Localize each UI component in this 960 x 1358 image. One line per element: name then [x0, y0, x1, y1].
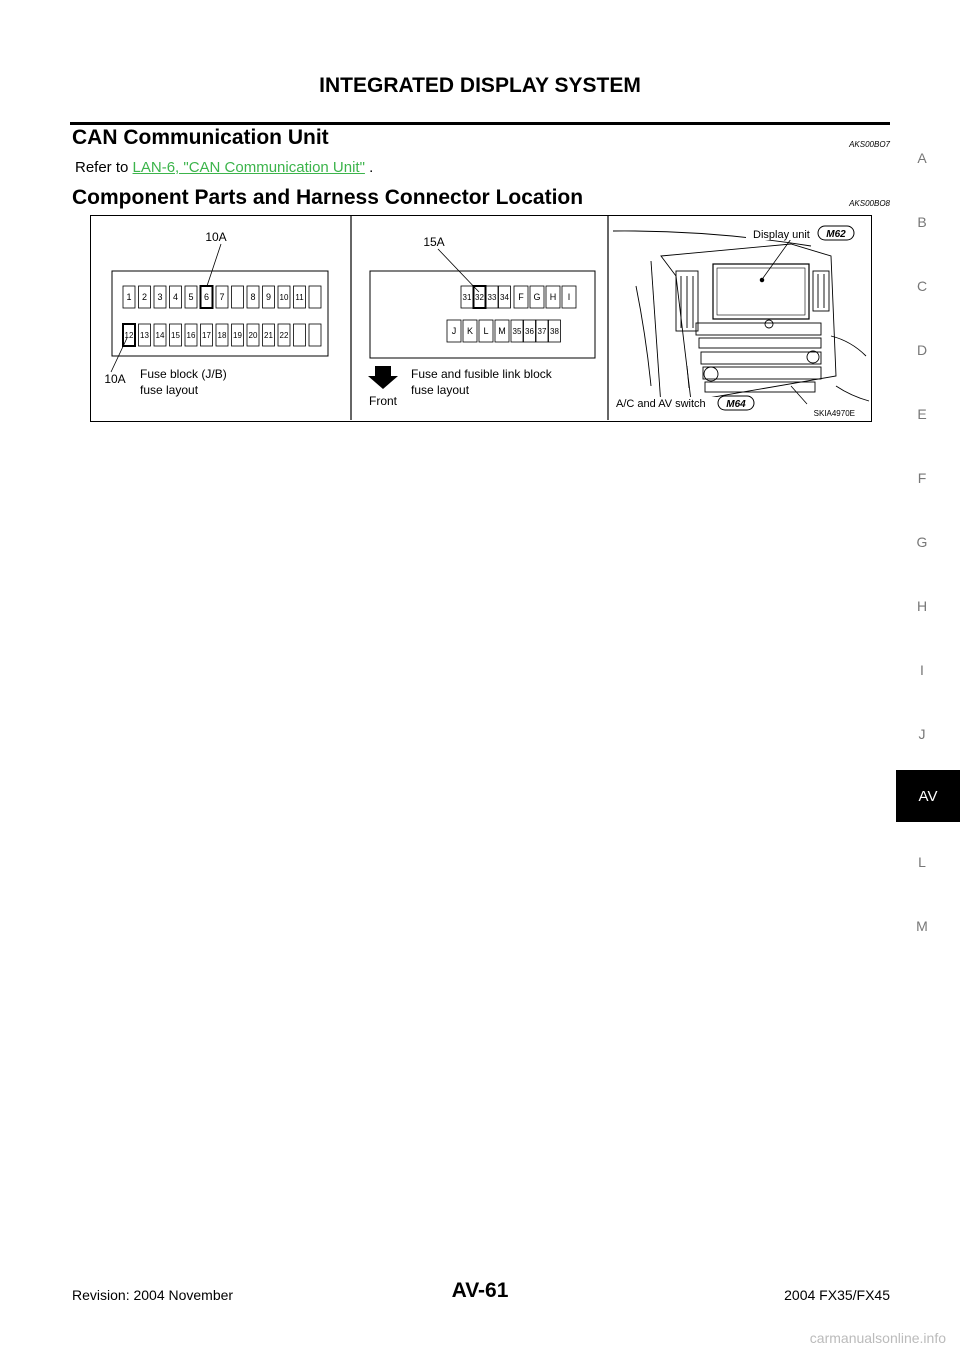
ref-prefix: Refer to: [75, 159, 133, 176]
section-code-components: AKS00BO8: [849, 199, 890, 208]
fuse-label: 34: [500, 293, 509, 302]
fuse-label: 12: [124, 331, 134, 340]
fuse-label: 15: [171, 331, 180, 340]
fusible-row-2a: [447, 320, 509, 342]
fuse-label: 32: [475, 293, 484, 302]
tab-j[interactable]: J: [918, 726, 926, 742]
tab-a[interactable]: A: [917, 150, 927, 166]
av-switch-connector-m64: M64: [726, 399, 746, 410]
fusible-link-panel: [368, 235, 595, 408]
fusible-row-2b: [511, 320, 561, 342]
footer-page-number: AV-61: [451, 1279, 509, 1302]
display-unit-label: Display unit: [753, 229, 810, 241]
fuse-label: I: [567, 292, 571, 302]
tab-f[interactable]: F: [917, 470, 927, 486]
fuse-label: 9: [265, 292, 272, 302]
fusible-row-1b: [514, 286, 576, 308]
fuse-label: 8: [250, 292, 256, 302]
fuse-label: F: [518, 292, 524, 302]
tab-i[interactable]: I: [920, 662, 924, 678]
fuse-label: 20: [248, 331, 258, 340]
watermark-text: carmanualsonline.info: [809, 1330, 946, 1346]
fuse-label: 35: [512, 327, 522, 336]
fuse-label: 1: [126, 292, 132, 302]
fuse-label: 19: [233, 331, 242, 340]
fuse-block-row-2: [123, 324, 321, 346]
figure-svg: [91, 216, 870, 420]
fuse-label: 5: [188, 292, 194, 302]
fusible-caption-2: fuse layout: [411, 383, 470, 397]
tab-l[interactable]: L: [918, 854, 926, 870]
footer-revision: Revision: 2004 November: [72, 1287, 234, 1303]
reference-line: [75, 159, 373, 176]
tab-m[interactable]: M: [916, 918, 928, 934]
lan-6-link[interactable]: LAN-6, "CAN Communication Unit": [132, 159, 365, 176]
tab-e[interactable]: E: [917, 406, 927, 422]
dashboard-panel: [613, 231, 869, 406]
fuse-block-panel: [104, 230, 328, 397]
component-location-figure: [90, 215, 872, 422]
fuse-label: 38: [550, 327, 559, 336]
fuse-label: 3: [157, 292, 163, 302]
fuse-cell: [309, 286, 321, 308]
tab-av-active[interactable]: AV: [896, 770, 960, 822]
fuse-block-row-1: [123, 286, 321, 308]
av-switch-label: A/C and AV switch: [616, 398, 706, 410]
fuse-label: 36: [525, 327, 534, 336]
fuse-10a-top-label: 10A: [205, 230, 227, 244]
fuse-label: 18: [217, 331, 227, 340]
fuse-block-caption-2: fuse layout: [140, 383, 199, 397]
fuse-label: 10: [279, 293, 289, 302]
fuse-label: G: [533, 292, 541, 302]
display-connector-m62: M62: [826, 229, 846, 240]
fuse-cell: [309, 324, 321, 346]
fuse-15a-label: 15A: [423, 235, 445, 249]
section-title-can: CAN Communication Unit: [72, 126, 329, 149]
footer-model: 2004 FX35/FX45: [784, 1287, 890, 1303]
fusible-caption-1: Fuse and fusible link block: [411, 367, 552, 381]
fuse-label: 17: [202, 331, 211, 340]
fuse-label: 33: [487, 293, 497, 302]
tab-b[interactable]: B: [917, 214, 927, 230]
fuse-cell: [232, 286, 244, 308]
tab-d[interactable]: D: [916, 342, 928, 358]
fuse-label: 13: [140, 331, 149, 340]
fuse-label: J: [451, 326, 457, 336]
tab-h[interactable]: H: [916, 598, 928, 614]
section-title-components: Component Parts and Harness Connector Location: [72, 186, 584, 209]
fuse-10a-side-label: 10A: [104, 372, 126, 386]
fuse-label: H: [549, 292, 557, 302]
fuse-label: 22: [279, 331, 289, 340]
fuse-label: 16: [186, 331, 196, 340]
fuse-label: 6: [203, 292, 210, 302]
fuse-label: M: [498, 326, 506, 336]
fuse-label: 31: [462, 293, 472, 302]
fuse-label: 7: [219, 292, 225, 302]
section-code-can: AKS00BO7: [849, 140, 890, 149]
fuse-label: 11: [295, 293, 304, 302]
fuse-cell: [294, 324, 306, 346]
fuse-label: L: [483, 326, 489, 336]
front-label: Front: [369, 394, 398, 408]
ref-suffix: .: [364, 159, 374, 176]
figure-id: SKIA4970E: [813, 409, 855, 418]
fuse-label: 4: [172, 292, 179, 302]
fuse-label: 14: [155, 331, 165, 340]
page-header-title: INTEGRATED DISPLAY SYSTEM: [319, 74, 641, 97]
fuse-block-caption-1: Fuse block (J/B): [140, 367, 227, 381]
fusible-row-1a: [461, 286, 511, 308]
fuse-label: 2: [141, 292, 148, 302]
tab-g[interactable]: G: [916, 534, 928, 550]
fuse-label: 37: [537, 327, 547, 336]
front-arrow-icon: [368, 366, 398, 389]
fuse-label: K: [466, 326, 474, 336]
header-rule: [70, 122, 890, 125]
tab-c[interactable]: C: [916, 278, 928, 294]
fuse-label: 21: [264, 331, 273, 340]
